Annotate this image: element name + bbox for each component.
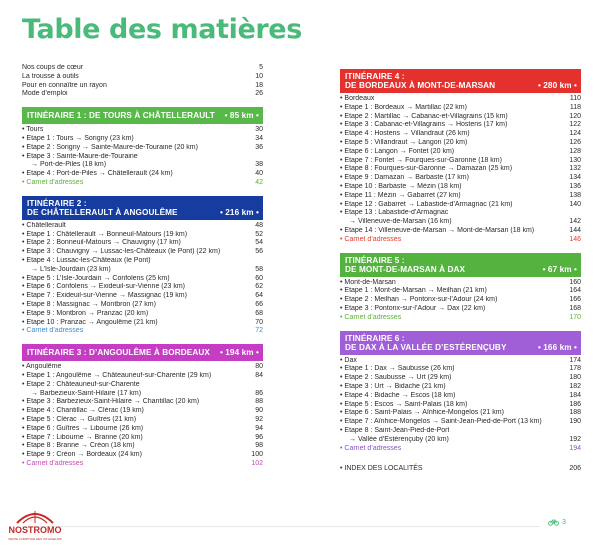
itinerary-distance: • 280 km • xyxy=(537,81,577,90)
list-item[interactable]: Nos coups de cœur 5 xyxy=(22,64,263,71)
list-item[interactable]: • Bordeaux 110 xyxy=(340,95,581,102)
list-item[interactable]: • Étape 6 : Saint-Palais → Aïnhice-Mongelos (21 km) 188 xyxy=(340,409,581,417)
intro-list xyxy=(22,64,263,99)
list-item[interactable]: • Étape 2 : Meilhan → Pontonx-sur-l’Adour (24 km) 166 xyxy=(340,296,581,304)
list-item[interactable]: • Étape 10 : Barbaste → Mézin (18 km) 136 xyxy=(340,182,581,190)
list-item[interactable]: • Étape 5 : Escos → Saint-Palais (18 km) 186 xyxy=(340,400,581,408)
page-title: Table des matières xyxy=(22,14,302,45)
list-item[interactable]: Mode d’emploi 26 xyxy=(22,90,263,98)
list-item[interactable]: • Étape 5 : Villandraut → Langon (20 km) 126 xyxy=(340,138,581,146)
right-column xyxy=(340,69,581,472)
list-item[interactable]: • Étape 3 : Barbezieux-Saint-Hilaire → Chantillac (20 km) 88 xyxy=(22,398,263,406)
list-item[interactable]: • Étape 12 : Gabarret → Labastide-d’Armagnac (21 km) 140 xyxy=(340,200,581,208)
itinerary-subtitle: DE BORDEAUX À MONT-DE-MARSAN xyxy=(345,81,496,90)
itinerary-header[interactable] xyxy=(22,107,263,124)
itinerary-title: ITINÉRAIRE 1 : DE TOURS À CHÂTELLERAULT xyxy=(27,111,215,121)
list-item[interactable]: • Étape 4 : Bidache → Escos (18 km) 184 xyxy=(340,391,581,399)
itinerary-section-2 xyxy=(22,196,263,336)
address-book-link[interactable]: • Carnet d’adresses 194 xyxy=(340,444,581,452)
list-item[interactable]: • Étape 2 : Saubusse → Urt (29 km) 180 xyxy=(340,374,581,382)
list-item[interactable]: • Étape 6 : Langon → Fontet (20 km) 128 xyxy=(340,147,581,155)
address-book-link[interactable]: • Carnet d’adresses 42 xyxy=(22,178,263,186)
list-item[interactable]: • Étape 2 : Châteauneuf-sur-Charente xyxy=(22,380,140,388)
itinerary-section-5 xyxy=(340,253,581,323)
itinerary-section-3 xyxy=(22,344,263,469)
list-item[interactable]: • Étape 8 : Branne → Créon (18 km) 98 xyxy=(22,442,263,450)
list-item[interactable]: • Étape 2 : Bonneuil-Matours → Chauvigny (17 km) 54 xyxy=(22,239,263,247)
list-item[interactable]: • Étape 3 : Chauvigny → Lussac-les-Châteaux (le Pont) (22 km) 56 xyxy=(22,248,263,256)
list-item[interactable]: • Étape 7 : Libourne → Branne (20 km) 96 xyxy=(22,433,263,441)
list-item[interactable]: → Vallée d’Estérençuby (20 km) 192 xyxy=(349,435,581,443)
list-item[interactable]: • Étape 8 : Fourques-sur-Garonne → Damazan (25 km) 132 xyxy=(340,165,581,173)
itinerary-section-1 xyxy=(22,107,263,188)
list-item[interactable]: • Étape 8 : Massignac → Montbron (27 km) 66 xyxy=(22,300,263,308)
list-item[interactable]: • Étape 1 : Tours → Sorigny (23 km) 34 xyxy=(22,134,263,142)
list-item[interactable]: • Dax 174 xyxy=(340,356,581,364)
list-item[interactable]: • Étape 4 : Hostens → Villandraut (26 km) 124 xyxy=(340,130,581,138)
list-item[interactable]: • Étape 9 : Damazan → Barbaste (17 km) 134 xyxy=(340,174,581,182)
list-item[interactable]: • Étape 11 : Mézin → Gabarret (27 km) 138 xyxy=(340,191,581,199)
itinerary-section-6 xyxy=(340,331,581,454)
list-item[interactable]: • Étape 8 : Saint-Jean-Pied-de-Port xyxy=(340,426,450,434)
list-item[interactable]: Pour en connaître un rayon 18 xyxy=(22,81,263,89)
list-item[interactable]: • Étape 7 : Aïnhice-Mongelos → Saint-Jean-Pied-de-Port (13 km) 190 xyxy=(340,418,581,426)
list-item[interactable]: • Étape 1 : Bordeaux → Martillac (22 km) 118 xyxy=(340,103,581,111)
page-indicator xyxy=(548,518,566,526)
list-item[interactable]: • Angoulême 80 xyxy=(22,363,263,371)
list-item[interactable]: • Étape 7 : Fontet → Fourques-sur-Garonne (18 km) 130 xyxy=(340,156,581,164)
list-item[interactable]: → L’Isle-Jourdain (23 km) 58 xyxy=(31,265,263,273)
list-item[interactable]: • Étape 9 : Créon → Bordeaux (24 km) 100 xyxy=(22,451,263,459)
index-entry[interactable]: • INDEX DES LOCALITÉS 206 xyxy=(340,465,581,473)
address-book-link[interactable]: • Carnet d’adresses 72 xyxy=(22,327,263,335)
itinerary-header[interactable] xyxy=(22,196,263,220)
list-item[interactable]: • Étape 2 : Martillac → Cabanac-et-Villagrains (15 km) 120 xyxy=(340,112,581,120)
list-item[interactable]: • Étape 6 : Confolens → Exideuil-sur-Vienne (23 km) 62 xyxy=(22,283,263,291)
itinerary-distance: • 85 km • xyxy=(224,111,259,121)
itinerary-title: ITINÉRAIRE 4 : xyxy=(345,72,405,81)
list-item[interactable]: • Étape 14 : Villeneuve-de-Marsan → Mont-de-Marsan (18 km) 144 xyxy=(340,226,581,234)
list-item[interactable]: • Étape 3 : Pontonx-sur-l’Adour → Dax (22 km) 168 xyxy=(340,304,581,312)
itinerary-distance: • 166 km • xyxy=(537,342,577,352)
list-item[interactable]: • Mont-de-Marsan 160 xyxy=(340,278,581,286)
itinerary-distance: • 216 km • xyxy=(219,207,259,217)
nostromo-logo xyxy=(3,505,67,545)
list-item[interactable]: • Étape 1 : Dax → Saubusse (26 km) 178 xyxy=(340,365,581,373)
list-item[interactable]: • Châtellerault 48 xyxy=(22,221,263,229)
address-book-link[interactable]: • Carnet d’adresses 102 xyxy=(22,459,263,467)
bicycle-icon xyxy=(548,518,559,526)
itinerary-distance: • 194 km • xyxy=(219,348,259,358)
left-column xyxy=(22,64,263,469)
list-item[interactable]: • Étape 4 : Lussac-les-Châteaux (le Pont) xyxy=(22,256,151,264)
footer-divider xyxy=(22,526,540,527)
list-item[interactable]: • Étape 5 : Clérac → Guîtres (21 km) 92 xyxy=(22,415,263,423)
itinerary-header[interactable] xyxy=(340,69,581,93)
address-book-link[interactable]: • Carnet d’adresses 170 xyxy=(340,313,581,321)
page-number: 3 xyxy=(562,518,566,526)
list-item[interactable]: • Étape 4 : Port-de-Piles → Châtellerault (24 km) 40 xyxy=(22,170,263,178)
itinerary-title: ITINÉRAIRE 5 : xyxy=(345,255,405,265)
logo-subtext: VENTE COMPTOIR DES VOYAGEURS xyxy=(8,537,62,541)
list-item[interactable]: • Étape 4 : Chantillac → Clérac (19 km) 90 xyxy=(22,407,263,415)
list-item[interactable]: → Villeneuve-de-Marsan (16 km) 142 xyxy=(349,218,581,226)
itinerary-title: ITINÉRAIRE 2 : xyxy=(27,198,87,208)
itinerary-title: ITINÉRAIRE 6 : xyxy=(345,333,405,343)
list-item[interactable]: • Étape 9 : Montbron → Pranzac (20 km) 68 xyxy=(22,309,263,317)
list-item[interactable]: • Étape 1 : Angoulême → Châteauneuf-sur-Charente (29 km) 84 xyxy=(22,371,263,379)
list-item[interactable]: La trousse à outils 10 xyxy=(22,72,263,80)
itinerary-subtitle: DE CHÂTELLERAULT À ANGOULÊME xyxy=(27,207,178,217)
list-item[interactable]: → Port-de-Piles (18 km) 38 xyxy=(31,161,263,169)
list-item[interactable]: • Étape 1 : Châtellerault → Bonneuil-Matours (19 km) 52 xyxy=(22,230,263,238)
itinerary-subtitle: DE MONT-DE-MARSAN À DAX xyxy=(345,264,466,274)
list-item[interactable]: • Étape 3 : Urt → Bidache (21 km) 182 xyxy=(340,382,581,390)
list-item[interactable]: • Étape 6 : Guîtres → Libourne (26 km) 94 xyxy=(22,424,263,432)
itinerary-distance: • 67 km • xyxy=(542,264,577,274)
list-item[interactable]: • Étape 3 : Sainte-Maure-de-Touraine xyxy=(22,152,138,160)
list-item[interactable]: • Tours 30 xyxy=(22,126,263,134)
itinerary-subtitle: DE DAX À LA VALLÉE D’ESTÉRENÇUBY xyxy=(345,342,507,352)
list-item[interactable]: • Étape 13 : Labastide-d’Armagnac xyxy=(340,209,449,217)
list-item[interactable]: → Barbezieux-Saint-Hilaire (17 km) 86 xyxy=(31,389,263,397)
list-item[interactable]: • Étape 2 : Sorigny → Sainte-Maure-de-Touraine (20 km) 36 xyxy=(22,143,263,151)
itinerary-header[interactable] xyxy=(340,331,581,355)
list-item[interactable]: • Étape 1 : Mont-de-Marsan → Meilhan (21 km) 164 xyxy=(340,287,581,295)
list-item[interactable]: • Étape 10 : Pranzac → Angoulême (21 km) 70 xyxy=(22,318,263,326)
itinerary-title: ITINÉRAIRE 3 : D’ANGOULÊME À BORDEAUX xyxy=(27,348,210,358)
list-item[interactable]: • Étape 7 : Exideuil-sur-Vienne → Massignac (19 km) 64 xyxy=(22,292,263,300)
list-item[interactable]: • Étape 3 : Cabanac-et-Villagrains → Hostens (17 km) 122 xyxy=(340,121,581,129)
list-item[interactable]: • Étape 5 : L’Isle-Jourdain → Confolens (25 km) 60 xyxy=(22,274,263,282)
address-book-link[interactable]: • Carnet d’adresses 146 xyxy=(340,235,581,243)
logo-wordmark: NOSTROMO xyxy=(8,525,62,535)
itinerary-header[interactable] xyxy=(340,253,581,277)
itinerary-header[interactable] xyxy=(22,344,263,361)
itinerary-section-4 xyxy=(340,69,581,245)
